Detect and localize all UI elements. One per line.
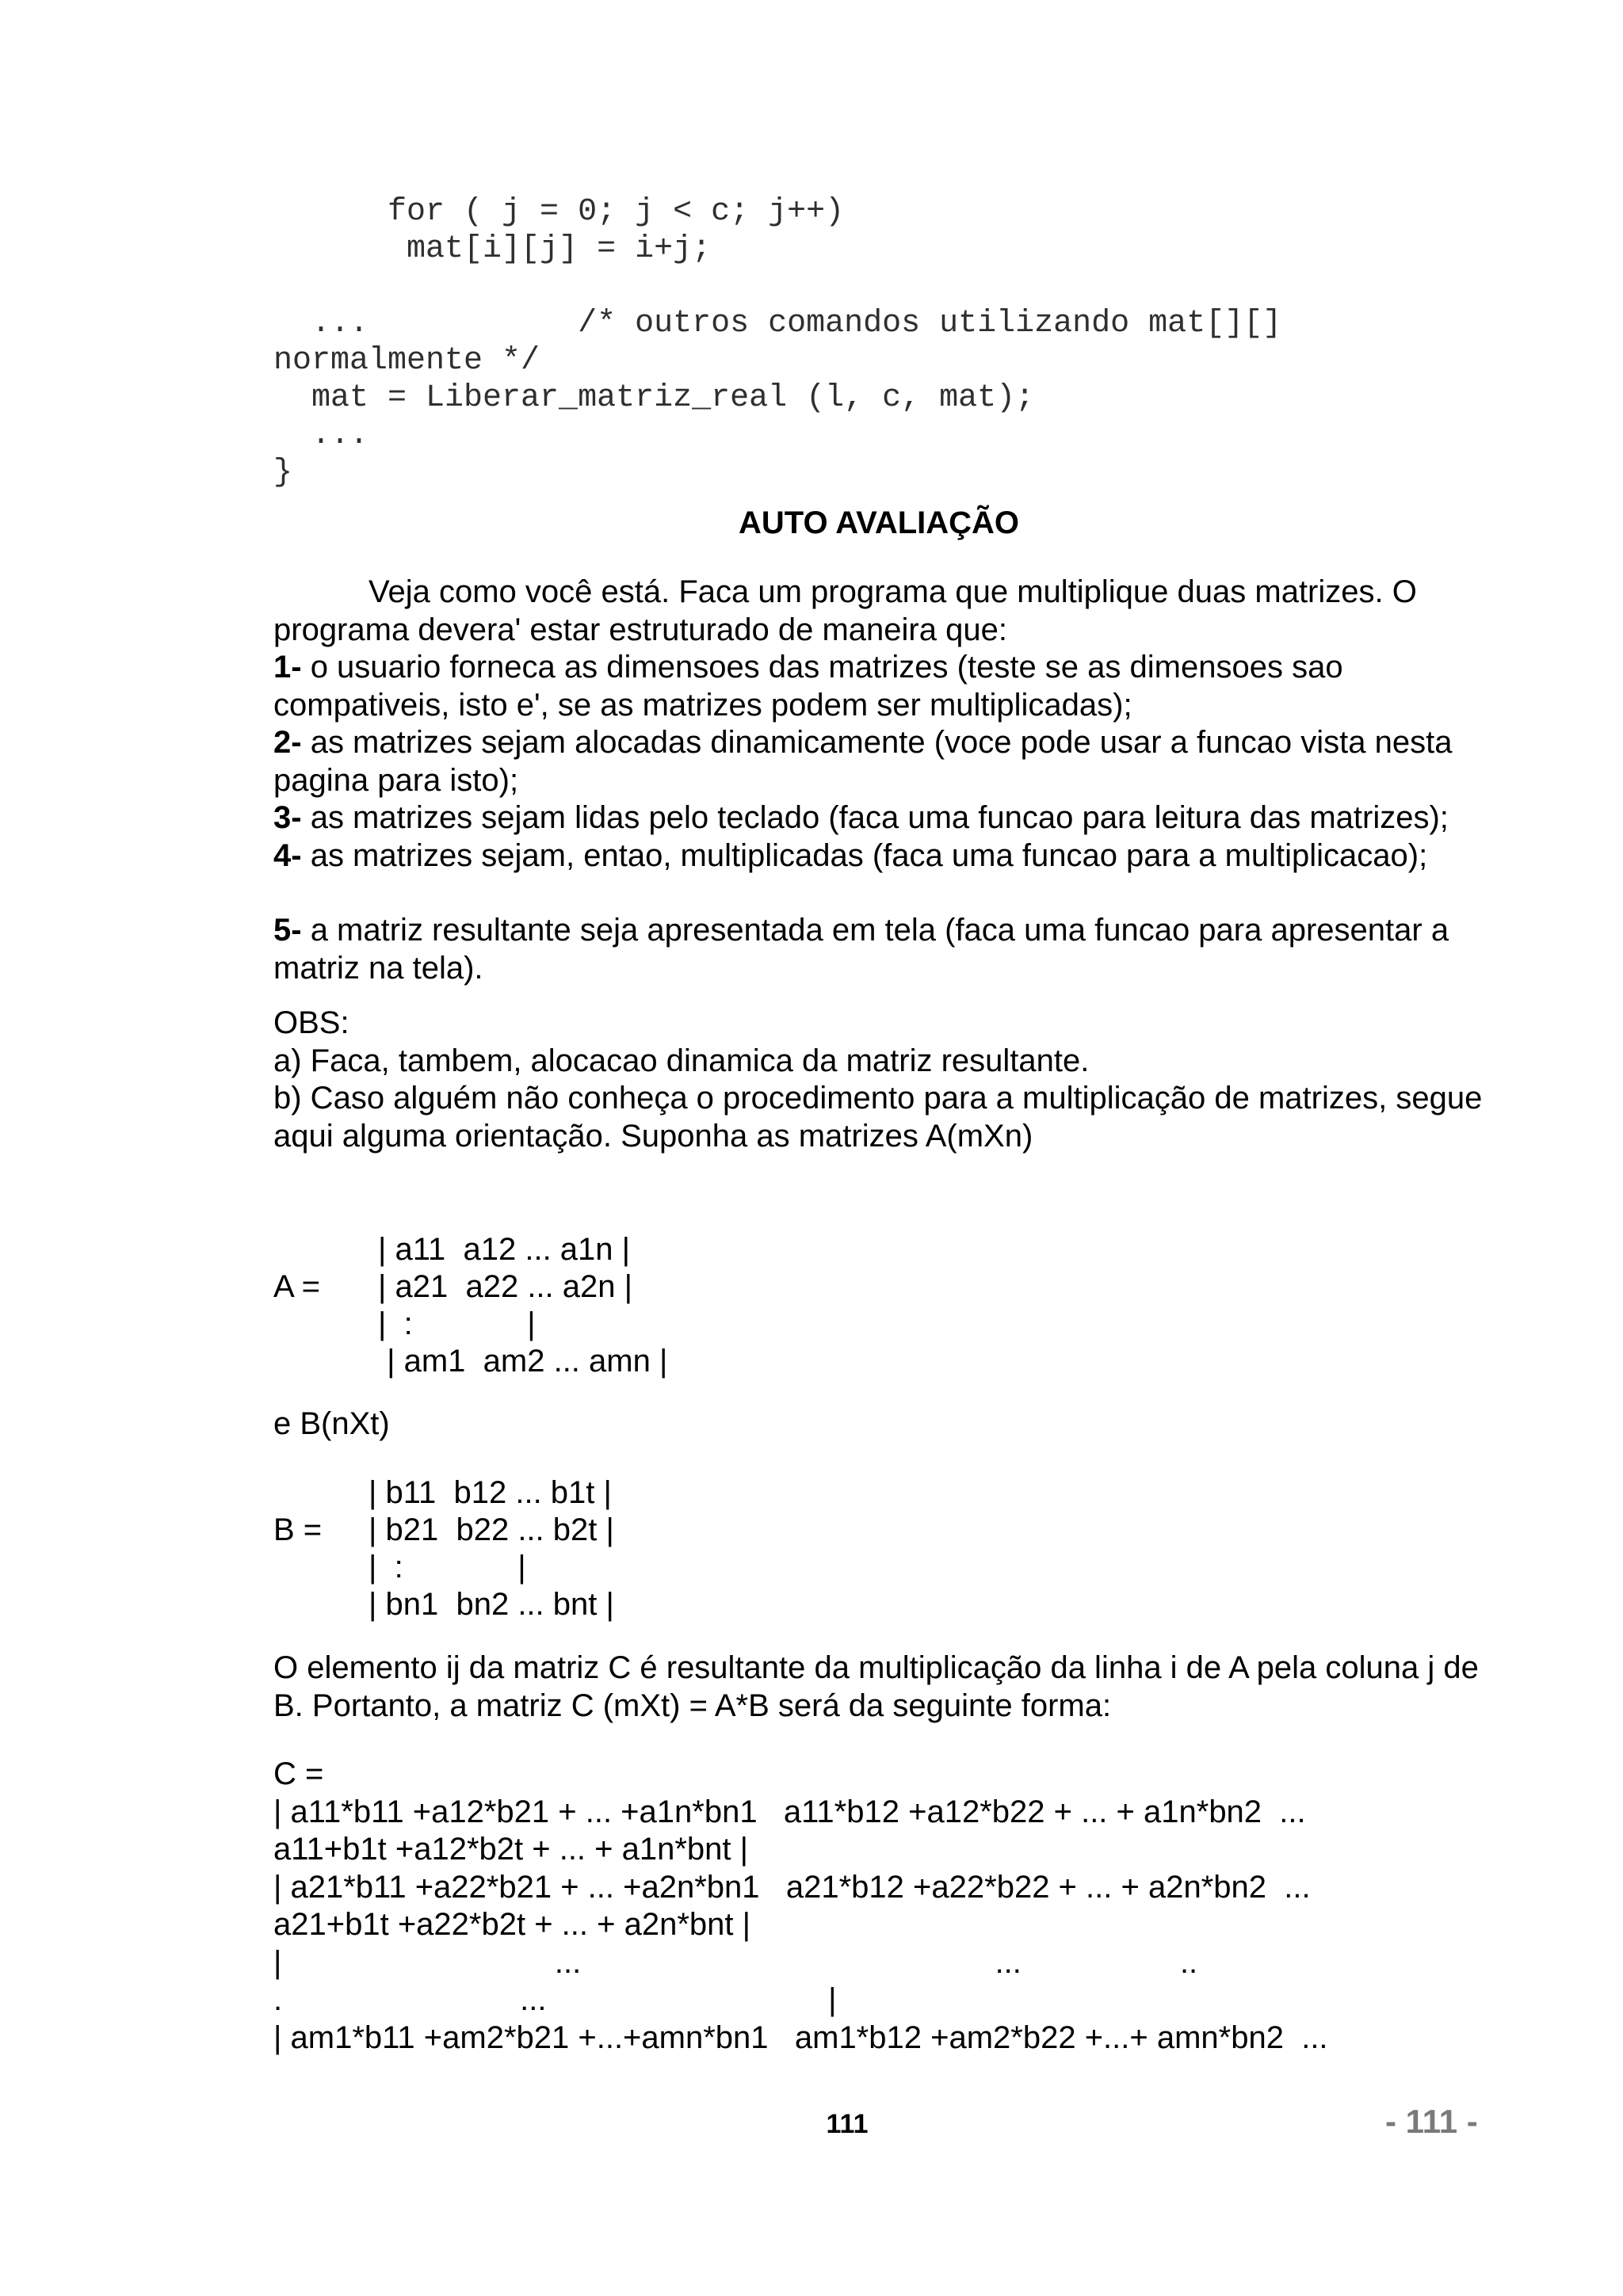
matrix-b-row: | b21 b22 ... b2t |: [369, 1512, 614, 1547]
matrix-b-row: | b11 b12 ... b1t |: [369, 1475, 612, 1510]
matrix-a: [273, 1231, 749, 1390]
code-line: normalmente */: [273, 343, 540, 379]
intro-paragraph: Veja como você está. Faca um programa que multiplique duas matrizes. O programa devera' estar estruturado de maneira que:: [273, 574, 1417, 647]
item-text: as matrizes sejam, entao, multiplicadas (faca uma funcao para a multiplicacao);: [301, 837, 1428, 873]
list-item: [273, 837, 1510, 875]
matrix-c: [273, 1756, 1510, 2057]
matrix-a-row: | am1 am2 ... amn |: [378, 1344, 668, 1379]
code-line: ...: [273, 418, 369, 453]
code-line: ... /* outros comandos utilizando mat[][]: [273, 306, 1282, 341]
matrix-a-row: | a21 a22 ... a2n |: [378, 1269, 633, 1304]
obs-b: b) Caso alguém não conheça o procedimento para a multiplicação de matrizes, segue aqui alguma orientação. Suponha as matrizes A(mXn): [273, 1081, 1483, 1154]
code-line: }: [273, 455, 293, 490]
matrix-c-line: | a21*b11 +a22*b21 + ... +a2n*bn1 a21*b12 +a22*b22 + ... + a2n*bn2 ...: [273, 1869, 1311, 1905]
matrix-a-row: | : |: [378, 1306, 536, 1341]
matrix-b: [273, 1474, 749, 1633]
list-item: [273, 799, 1510, 837]
matrix-c-label: C =: [273, 1756, 324, 1791]
matrix-c-line: | am1*b11 +am2*b21 +...+amn*bn1 am1*b12 +am2*b22 +...+ amn*bn2 ...: [273, 2019, 1328, 2055]
page-number-right: - 111 -: [1385, 2103, 1478, 2140]
list-item: [273, 912, 1510, 987]
spacer: [273, 987, 1510, 1005]
matrix-b-label: B =: [273, 1512, 323, 1547]
item-text: a matriz resultante seja apresentada em tela (faca uma funcao para apresentar a matriz na tela).: [273, 913, 1449, 986]
matrix-a-row: | a11 a12 ... a1n |: [378, 1232, 631, 1267]
explanation-text: O elemento ij da matriz C é resultante da multiplicação da linha i de A pela coluna j de B. Portanto, a matriz C (mXt) = A*B será da seguinte forma:: [273, 1650, 1479, 1723]
matrix-c-line: | ... ... ..: [273, 1944, 1198, 1980]
code-line: for ( j = 0; j < c; j++): [273, 194, 845, 230]
and-b-line: [273, 1405, 1510, 1444]
item-number: 2-: [273, 725, 302, 760]
matrix-b-row: | bn1 bn2 ... bnt |: [369, 1587, 614, 1622]
obs-a: a) Faca, tambem, alocacao dinamica da matriz resultante.: [273, 1043, 1090, 1078]
code-block: [273, 193, 1281, 491]
item-number: 1-: [273, 650, 302, 685]
matrix-c-line: . ... |: [273, 1982, 837, 2017]
item-text: as matrizes sejam alocadas dinamicamente (voce pode usar a funcao vista nesta pagina para isto);: [273, 725, 1453, 798]
matrix-c-line: a11+b1t +a12*b2t + ... + a1n*bnt |: [273, 1832, 749, 1867]
explanation-block: [273, 1650, 1510, 1725]
exercise-text: [273, 574, 1510, 1155]
matrix-b-row: | : |: [369, 1550, 526, 1585]
section-heading: AUTO AVALIAÇÃO: [738, 505, 1020, 540]
list-item: [273, 724, 1510, 799]
item-number: 3-: [273, 800, 302, 835]
obs-title: OBS:: [273, 1005, 349, 1040]
item-text: as matrizes sejam lidas pelo teclado (faca uma funcao para leitura das matrizes);: [301, 800, 1449, 835]
matrix-c-line: a21+b1t +a22*b2t + ... + a2n*bnt |: [273, 1907, 751, 1942]
and-b-text: e B(nXt): [273, 1406, 390, 1441]
list-item: [273, 649, 1510, 724]
code-line: mat = Liberar_matriz_real (l, c, mat);: [273, 380, 1035, 416]
item-text: o usuario forneca as dimensoes das matrizes (teste se as dimensoes sao compativeis, isto e', se as matrizes podem ser multiplicadas);: [273, 650, 1343, 723]
matrix-c-line: | a11*b11 +a12*b21 + ... +a1n*bn1 a11*b12 +a12*b22 + ... + a1n*bn2 ...: [273, 1794, 1306, 1829]
item-number: 4-: [273, 837, 302, 873]
matrix-a-label: A =: [273, 1269, 320, 1304]
item-number: 5-: [273, 913, 302, 948]
code-line: mat[i][j] = i+j;: [273, 231, 712, 267]
page-number-center: 111: [826, 2109, 869, 2139]
spacer: [273, 875, 1510, 912]
